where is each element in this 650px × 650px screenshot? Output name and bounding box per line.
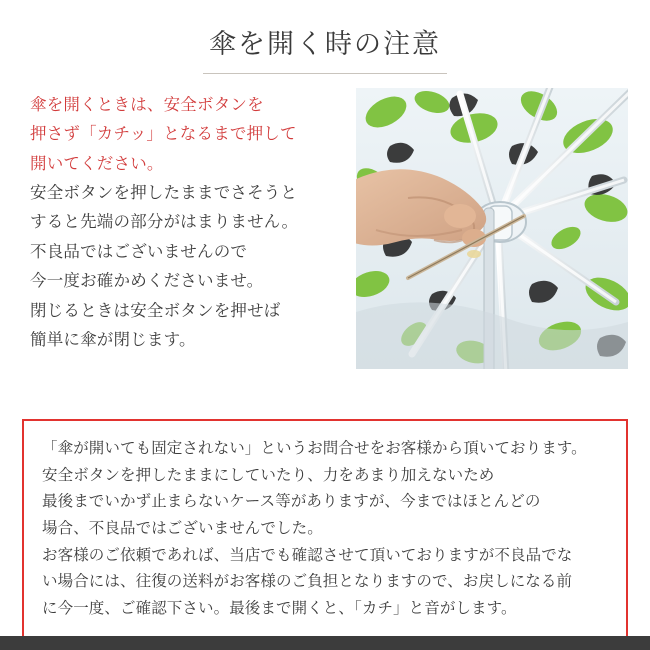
instruction-line: 今一度お確かめくださいませ。 xyxy=(30,271,264,291)
notice-line: に今一度、ご確認下さい。最後まで開くと、「カチ」と音がします。 xyxy=(42,598,517,617)
upper-section xyxy=(0,74,650,369)
instruction-line: 押さず「カチッ」となるまで押して xyxy=(30,124,297,144)
instruction-line: 安全ボタンを押したままでさそうと xyxy=(30,183,298,203)
notice-line: 安全ボタンを押したままにしていたり、力をあまり加えないため xyxy=(42,465,495,484)
page-title: 傘を開く時の注意 xyxy=(203,22,447,74)
notice-line: 最後までいかず止まらないケース等がありますが、今まではほとんどの xyxy=(42,492,541,511)
bottom-bar xyxy=(0,636,650,650)
instruction-line: すると先端の部分がはまりません。 xyxy=(30,212,299,232)
notice-box xyxy=(22,419,628,638)
notice-line: い場合には、往復の送料がお客様のご負担となりますので、お戻しになる前 xyxy=(42,572,573,591)
page-title-container xyxy=(0,0,650,74)
notice-line: お客様のご依頼であれば、当店でも確認させて頂いておりますが不良品でな xyxy=(42,545,573,564)
instruction-text-block xyxy=(30,88,348,354)
instruction-line: 不良品ではございませんので xyxy=(30,241,248,261)
notice-line: 「傘が開いても固定されない」というお問合せをお客様から頂いております。 xyxy=(42,439,587,457)
notice-line: 場合、不良品ではございませんでした。 xyxy=(42,518,323,537)
instruction-line: 傘を開くときは、安全ボタンを xyxy=(30,95,264,114)
umbrella-photo xyxy=(356,88,628,369)
instruction-line: 開いてください。 xyxy=(30,153,164,173)
instruction-line: 閉じるときは安全ボタンを押せば xyxy=(30,300,281,320)
instruction-line: 簡単に傘が閉じます。 xyxy=(30,329,196,349)
